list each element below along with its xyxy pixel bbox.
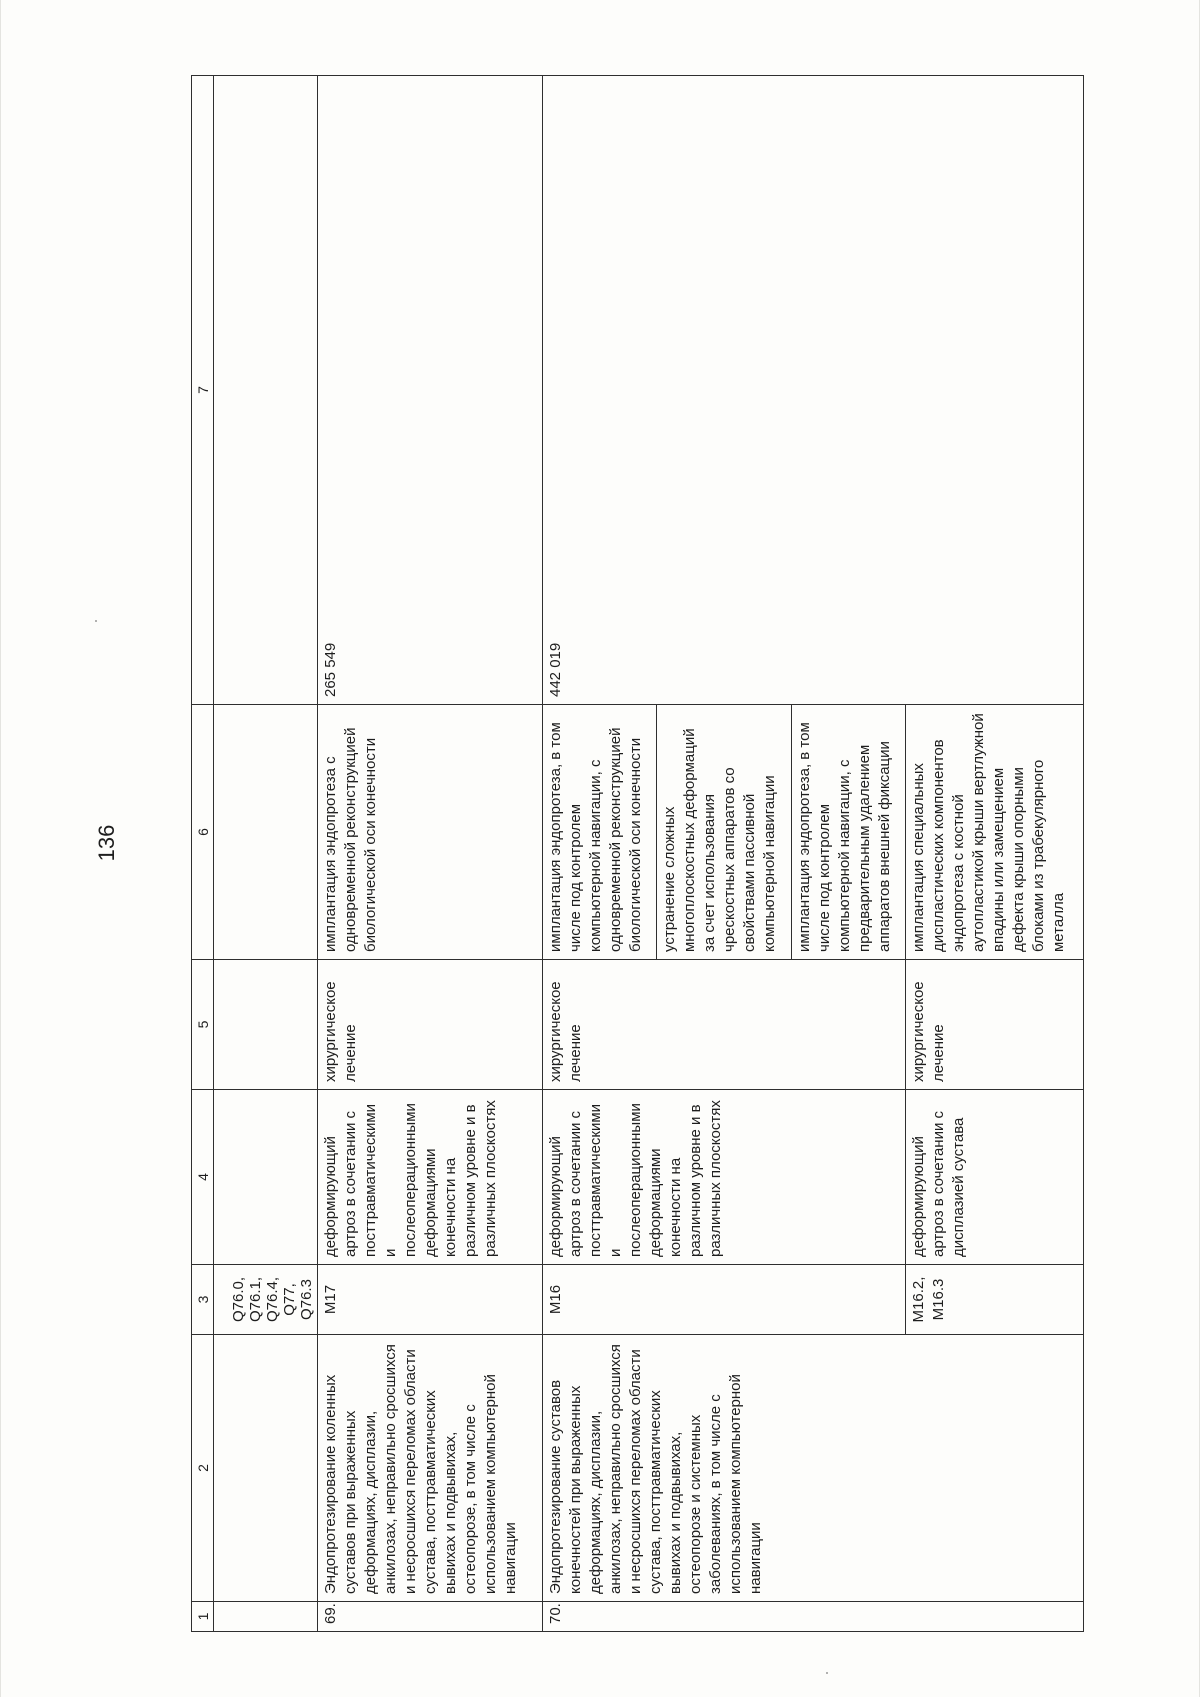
procedure-name: Эндопротезирование суставов конечностей при выраженных деформациях, дисплазии, анкилозах, неправильно сросшихся и несросшихся переломах области сустава, посттравматических вывихах и подвывихах, остеопорозе и системных заболеваниях, в том числе с использованием компьютерной навигации bbox=[543, 1335, 1084, 1602]
table-row-70 bbox=[543, 76, 657, 1632]
treatment-cell: хирургическое лечение bbox=[317, 960, 543, 1090]
method-cell: устранение сложных многоплоскостных деформаций за счет использования чрескостных аппаратов со свойствами пассивной компьютерной навигации bbox=[657, 705, 792, 960]
column-number-row bbox=[192, 76, 214, 1632]
column-header-4: 4 bbox=[192, 1090, 214, 1265]
cost-cell: 442 019 bbox=[543, 76, 1084, 705]
scan-speck bbox=[95, 620, 97, 622]
column-header-6: 6 bbox=[192, 705, 214, 960]
codes-cell: Q76.0, Q76.1, Q76.4, Q77, Q76.3 bbox=[214, 1265, 317, 1335]
treatment-cell: хирургическое лечение bbox=[543, 960, 906, 1090]
column-header-3: 3 bbox=[192, 1265, 214, 1335]
method-cell: имплантация эндопротеза, в том числе под контролем компьютерной навигации, с одновременной реконструкцией биологической оси конечности bbox=[543, 705, 657, 960]
sub-method-cell: имплантация специальных диспластических компонентов эндопротеза с костной аутопластикой крыши вертлужной впадины или замещением дефекта крыши опорными блоками из трабекулярного металла bbox=[906, 705, 1084, 960]
procedure-name: Эндопротезирование коленных суставов при выраженных деформациях, дисплазии, анкилозах, неправильно сросшихся и несросшихся переломах области сустава, посттравматических вывихах и подвывихах, остеопорозе, в том числе с использованием компьютерной навигации bbox=[317, 1335, 543, 1602]
procedures-table bbox=[191, 76, 1084, 1632]
column-header-2: 2 bbox=[192, 1335, 214, 1602]
page-number bbox=[93, 824, 121, 862]
diagnosis-cell: деформирующий артроз в сочетании с посттравматическими и послеоперационными деформациями конечности на различном уровне и в различных плоскостях bbox=[543, 1090, 906, 1265]
sub-treatment-cell: хирургическое лечение bbox=[906, 960, 1084, 1090]
sub-diagnosis-cell: деформирующий артроз в сочетании с дисплазией сустава bbox=[906, 1090, 1084, 1265]
sub-code-cell: M16.2, M16.3 bbox=[906, 1265, 1084, 1335]
column-header-7: 7 bbox=[192, 76, 214, 705]
method-cell: имплантация эндопротеза с одновременной реконструкцией биологической оси конечности bbox=[317, 705, 543, 960]
row-number: 70. bbox=[543, 1602, 1084, 1632]
column-header-1: 1 bbox=[192, 1602, 214, 1632]
table-row-69 bbox=[317, 76, 543, 1632]
diagnosis-cell: деформирующий артроз в сочетании с посттравматическими и послеоперационными деформациями конечности на различном уровне и в различных плоскостях bbox=[317, 1090, 543, 1265]
row-number: 69. bbox=[317, 1602, 543, 1632]
method-cell: имплантация эндопротеза, в том числе под контролем компьютерной навигации, с предварительным удалением аппаратов внешней фиксации bbox=[792, 705, 906, 960]
page-number-text: 136 bbox=[94, 824, 119, 862]
code-cell: M17 bbox=[317, 1265, 543, 1335]
cost-cell: 265 549 bbox=[317, 76, 543, 705]
code-cell: M16 bbox=[543, 1265, 906, 1335]
column-header-5: 5 bbox=[192, 960, 214, 1090]
continuation-row bbox=[214, 76, 317, 1632]
scan-speck bbox=[826, 1672, 828, 1674]
